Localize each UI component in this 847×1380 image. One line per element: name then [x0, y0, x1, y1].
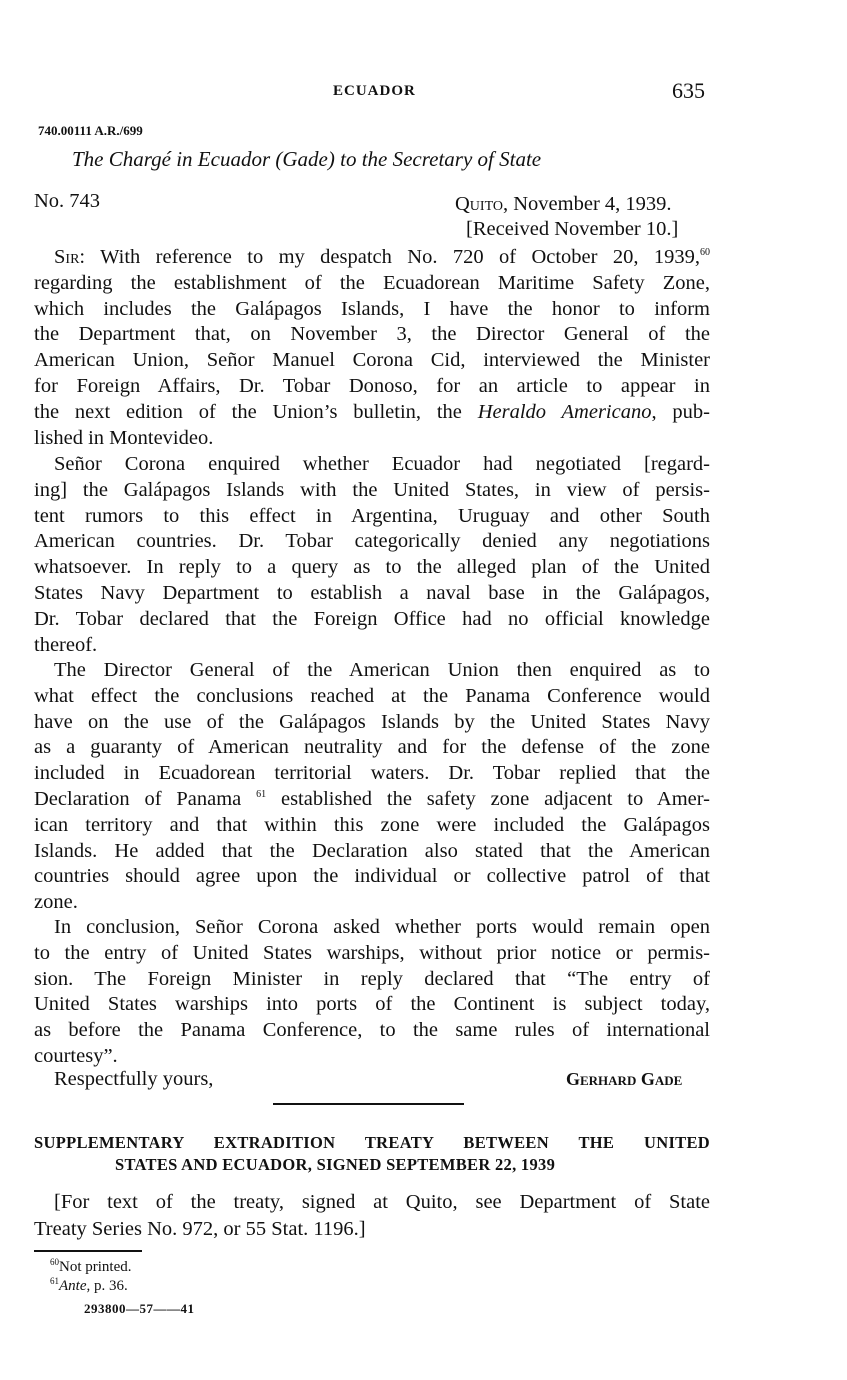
footnote-60: $^{60}$Not printed.: [50, 1257, 132, 1275]
text-line: included in Ecuadorean territorial waters. Dr. Tobar replied that the: [34, 762, 710, 785]
running-title: ECUADOR: [333, 83, 416, 99]
text-line: In conclusion, Señor Corona asked whether ports would remain open: [54, 916, 710, 938]
footnote-rule: [34, 1250, 142, 1252]
document-title: [72, 147, 541, 172]
section-heading-line-2: STATES AND ECUADOR, SIGNED SEPTEMBER 22, 1939: [115, 1155, 556, 1174]
text-line: whatsoever. In reply to a query as to the alleged plan of the United: [34, 556, 710, 579]
text-line: thereof.: [34, 633, 98, 656]
text-line: United States warships into ports of the Continent is subject today,: [34, 993, 710, 1016]
text-line: Señor Corona enquired whether Ecuador had negotiated [regard-: [54, 453, 710, 475]
page-number: 635: [672, 78, 705, 103]
text-line: for Foreign Affairs, Dr. Tobar Donoso, for an article to appear in: [34, 374, 710, 397]
text-line: which includes the Galápagos Islands, I have the honor to inform: [34, 297, 710, 320]
text-line: tent rumors to this effect in Argentina, Uruguay and other South: [34, 504, 710, 527]
text-line: American countries. Dr. Tobar categorically denied any negotiations: [34, 530, 710, 553]
paragraph-3: [34, 658, 710, 916]
treaty-note-line-2: Treaty Series No. 972, or 55 Stat. 1196.]: [34, 1218, 366, 1240]
footnote-61: $^{61}$Ante, p. 36.: [50, 1276, 128, 1294]
text-line: Sir: With reference to my despatch No. 720 of October 20, 1939,60: [54, 246, 710, 268]
text-line: the next edition of the Union’s bulletin, the Heraldo Americano, pub-: [34, 400, 710, 423]
paragraph-4: [34, 915, 710, 1070]
footnote-ref-61: 61: [256, 788, 267, 800]
text-line: sion. The Foreign Minister in reply declared that “The entry of: [34, 967, 710, 990]
dateline-place: Quito: [455, 193, 503, 215]
text-line: countries should agree upon the individual or collective patrol of that: [34, 865, 710, 888]
despatch-number: No. 743: [34, 190, 101, 212]
file-number: 740.00111 A.R./699: [38, 123, 143, 138]
signature: Gerhard Gade: [566, 1069, 683, 1089]
section-divider: [273, 1103, 464, 1105]
text-line: Islands. He added that the Declaration also stated that the American: [34, 839, 710, 862]
title-suffix: ) to the Secretary of State: [327, 147, 542, 171]
footnote-ref-60: 60: [700, 247, 710, 258]
text-line: the Department that, on November 3, the Director General of the: [34, 323, 710, 346]
text-line: zone.: [34, 891, 78, 914]
text-line: The Director General of the American Union then enquired as to: [54, 659, 710, 681]
text-line: lished in Montevideo.: [34, 426, 214, 449]
dateline-date: , November 4, 1939.: [503, 193, 672, 215]
text-line: ican territory and that within this zone were included the Galápagos: [34, 813, 710, 836]
paragraph-1: [34, 245, 710, 451]
text-line: ing] the Galápagos Islands with the United States, in view of persis-: [34, 478, 710, 501]
salutation: Sir: [54, 246, 80, 268]
text-line: American Union, Señor Manuel Corona Cid, interviewed the Minister: [34, 349, 710, 372]
title-name: Gade: [282, 147, 328, 171]
printer-mark: 293800—57——41: [84, 1301, 195, 1316]
title-prefix: The Chargé in Ecuador (: [72, 147, 283, 171]
footnote-mark: 60: [50, 1257, 59, 1267]
bulletin-title: Heraldo Americano: [477, 400, 652, 423]
dateline: [455, 193, 672, 216]
received-date: [Received November 10.]: [466, 218, 679, 240]
text-line: States Navy Department to establish a naval base in the Galápagos,: [34, 581, 710, 604]
text-line: Declaration of Panama $^{61}$ established the safety zone adjacent to Amer-: [34, 787, 710, 810]
text-line: Dr. Tobar declared that the Foreign Office had no official knowledge: [34, 607, 710, 630]
text-line: what effect the conclusions reached at the Panama Conference would: [34, 684, 710, 707]
text-line: regarding the establishment of the Ecuadorean Maritime Safety Zone,: [34, 271, 710, 294]
text-line: courtesy”.: [34, 1044, 118, 1067]
paragraph-2: [34, 452, 710, 658]
text-line: have on the use of the Galápagos Islands by the United States Navy: [34, 710, 710, 733]
text-line: as a guaranty of American neutrality and for the defense of the zone: [34, 736, 710, 759]
section-heading-line-1: SUPPLEMENTARY EXTRADITION TREATY BETWEEN THE UNITED: [34, 1133, 710, 1152]
closing: Respectfully yours,: [54, 1068, 214, 1090]
footnote-mark: 61: [50, 1276, 59, 1286]
text-line: to the entry of United States warships, without prior notice or permis-: [34, 941, 710, 964]
treaty-note-line-1: [For text of the treaty, signed at Quito, see Department of State: [54, 1191, 710, 1213]
text-line: as before the Panama Conference, to the same rules of international: [34, 1019, 710, 1042]
